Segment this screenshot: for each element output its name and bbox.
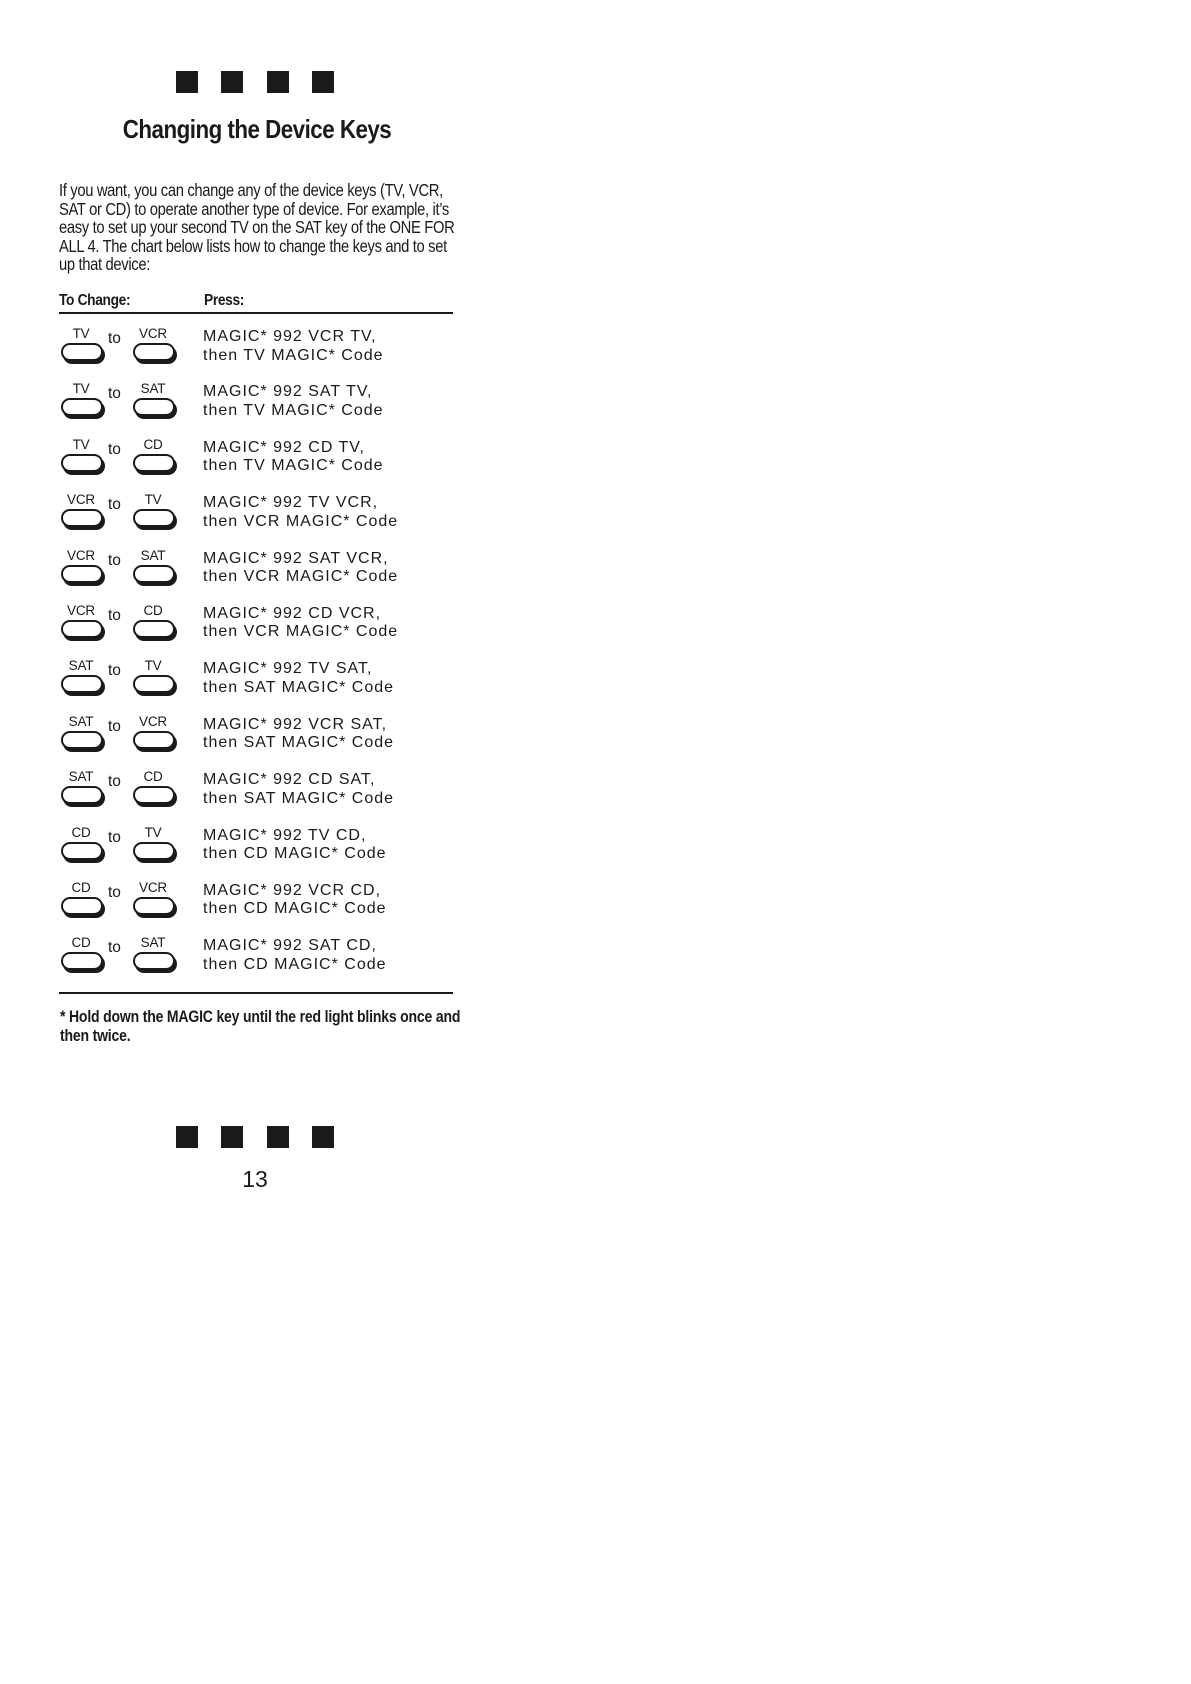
press-instruction xyxy=(203,439,384,476)
from-key-label: CD xyxy=(71,824,91,840)
table-row xyxy=(59,876,459,931)
to-key-label: CD xyxy=(143,436,163,452)
to-connector: to xyxy=(108,828,121,846)
press-instruction xyxy=(203,605,398,642)
from-key xyxy=(59,544,107,590)
press-line-1: MAGIC* 992 CD SAT, xyxy=(203,771,376,789)
from-key-label: TV xyxy=(72,436,90,452)
press-instruction xyxy=(203,882,387,919)
from-key xyxy=(59,377,107,423)
to-connector: to xyxy=(108,773,121,791)
press-line-2: then SAT MAGIC* Code xyxy=(203,678,395,696)
to-key-label: CD xyxy=(143,769,163,785)
device-key-button-icon xyxy=(61,454,103,472)
device-key-button-icon xyxy=(133,398,175,416)
to-key xyxy=(131,821,179,867)
from-key-label: VCR xyxy=(67,547,95,563)
from-key xyxy=(59,599,107,645)
device-key-button-icon xyxy=(61,842,103,860)
square-icon xyxy=(221,1126,243,1148)
press-instruction xyxy=(203,550,398,587)
to-connector: to xyxy=(108,662,121,680)
to-connector: to xyxy=(108,717,121,735)
from-key-label: TV xyxy=(72,326,90,341)
column-header-to-change: To Change: xyxy=(59,292,131,309)
square-icon xyxy=(176,1126,198,1148)
device-key-button-icon xyxy=(61,786,103,804)
press-line-1: MAGIC* 992 SAT TV, xyxy=(203,383,373,401)
from-key-label: TV xyxy=(72,381,90,397)
from-key xyxy=(59,765,107,811)
table-row xyxy=(59,488,459,543)
device-key-button-icon xyxy=(133,675,175,693)
to-key-label: TV xyxy=(144,492,162,508)
device-key-button-icon xyxy=(61,620,103,638)
from-key xyxy=(59,322,107,368)
press-line-1: MAGIC* 992 CD TV, xyxy=(203,438,365,456)
press-instruction xyxy=(203,494,398,531)
square-icon xyxy=(267,1126,289,1148)
press-line-1: MAGIC* 992 VCR TV, xyxy=(203,328,377,345)
to-connector: to xyxy=(108,606,121,624)
press-line-2: then VCR MAGIC* Code xyxy=(203,568,399,586)
to-key-label: TV xyxy=(144,658,162,674)
to-key xyxy=(131,488,179,534)
device-key-button-icon xyxy=(133,842,175,860)
to-key xyxy=(131,544,179,590)
device-key-button-icon xyxy=(61,565,103,583)
from-key xyxy=(59,876,107,922)
table-row xyxy=(59,433,459,488)
device-key-button-icon xyxy=(133,509,175,527)
press-line-1: MAGIC* 992 SAT VCR, xyxy=(203,549,389,567)
press-line-2: then CD MAGIC* Code xyxy=(203,955,387,973)
square-icon xyxy=(176,71,198,93)
press-line-1: MAGIC* 992 TV SAT, xyxy=(203,660,373,678)
from-key-label: CD xyxy=(71,879,91,895)
to-connector: to xyxy=(108,939,121,957)
to-key xyxy=(131,654,179,700)
to-key-label: VCR xyxy=(139,713,167,729)
to-connector: to xyxy=(108,551,121,569)
column-header-press: Press: xyxy=(204,292,245,309)
press-line-1: MAGIC* 992 CD VCR, xyxy=(203,604,382,622)
table-row xyxy=(59,821,459,876)
to-connector: to xyxy=(108,440,121,458)
page-number: 13 xyxy=(242,1166,268,1192)
key-change-table xyxy=(59,322,459,987)
intro-paragraph: If you want, you can change any of the device keys (TV, VCR, SAT or CD) to operate another type of device. For example, it’s easy to set up your second TV on the SAT key of the ONE FOR ALL 4. The chart below lists how to change the keys and to set up that device: xyxy=(59,180,455,274)
press-line-2: then CD MAGIC* Code xyxy=(203,845,387,863)
device-key-button-icon xyxy=(133,565,175,583)
square-icon xyxy=(312,71,334,93)
device-key-button-icon xyxy=(61,398,103,416)
from-key-label: VCR xyxy=(67,602,95,618)
device-key-button-icon xyxy=(133,786,175,804)
from-key xyxy=(59,433,107,479)
device-key-button-icon xyxy=(133,620,175,638)
press-instruction xyxy=(203,937,387,974)
device-key-button-icon xyxy=(133,454,175,472)
to-key xyxy=(131,599,179,645)
to-key-label: TV xyxy=(144,824,162,840)
table-row xyxy=(59,599,459,654)
to-key xyxy=(131,377,179,423)
press-line-2: then TV MAGIC* Code xyxy=(203,401,384,419)
table-top-rule xyxy=(59,312,453,314)
press-line-2: then CD MAGIC* Code xyxy=(203,900,387,918)
from-key-label: SAT xyxy=(68,769,94,785)
footnote: * Hold down the MAGIC key until the red light blinks once and then twice. xyxy=(60,1008,461,1045)
press-instruction xyxy=(203,827,387,864)
to-key xyxy=(131,876,179,922)
table-row xyxy=(59,654,459,709)
press-instruction xyxy=(203,328,384,365)
device-key-button-icon xyxy=(61,731,103,749)
page-title: Changing the Device Keys xyxy=(122,114,392,144)
from-key-label: VCR xyxy=(67,492,95,508)
press-line-2: then SAT MAGIC* Code xyxy=(203,789,395,807)
square-icon xyxy=(267,71,289,93)
from-key xyxy=(59,654,107,700)
from-key-label: CD xyxy=(71,935,91,951)
to-key-label: SAT xyxy=(140,935,166,951)
square-icon xyxy=(312,1126,334,1148)
to-connector: to xyxy=(108,496,121,514)
from-key xyxy=(59,488,107,534)
table-row xyxy=(59,322,459,377)
device-key-button-icon xyxy=(61,509,103,527)
press-line-1: MAGIC* 992 VCR CD, xyxy=(203,881,382,899)
from-key xyxy=(59,821,107,867)
from-key xyxy=(59,931,107,977)
to-key-label: CD xyxy=(143,602,163,618)
press-line-2: then VCR MAGIC* Code xyxy=(203,512,399,530)
to-key xyxy=(131,765,179,811)
to-key xyxy=(131,931,179,977)
to-key-label: VCR xyxy=(139,879,167,895)
table-row xyxy=(59,765,459,820)
press-line-2: then SAT MAGIC* Code xyxy=(203,734,395,752)
device-key-button-icon xyxy=(133,731,175,749)
device-key-button-icon xyxy=(133,952,175,970)
decorative-squares-bottom xyxy=(176,1126,334,1148)
decorative-squares-top xyxy=(176,71,334,93)
press-line-2: then VCR MAGIC* Code xyxy=(203,623,399,641)
to-key-label: VCR xyxy=(139,326,167,341)
press-instruction xyxy=(203,771,394,808)
table-row xyxy=(59,931,459,986)
to-key xyxy=(131,710,179,756)
table-row xyxy=(59,377,459,432)
to-connector: to xyxy=(108,330,121,347)
table-row xyxy=(59,710,459,765)
press-line-2: then TV MAGIC* Code xyxy=(203,457,384,475)
to-connector: to xyxy=(108,883,121,901)
from-key-label: SAT xyxy=(68,713,94,729)
from-key-label: SAT xyxy=(68,658,94,674)
square-icon xyxy=(221,71,243,93)
press-instruction xyxy=(203,716,394,753)
to-connector: to xyxy=(108,385,121,403)
to-key-label: SAT xyxy=(140,547,166,563)
press-line-1: MAGIC* 992 TV VCR, xyxy=(203,494,379,512)
press-line-1: MAGIC* 992 TV CD, xyxy=(203,826,367,844)
device-key-button-icon xyxy=(61,897,103,915)
table-row xyxy=(59,544,459,599)
to-key-label: SAT xyxy=(140,381,166,397)
press-instruction xyxy=(203,660,394,697)
device-key-button-icon xyxy=(133,897,175,915)
table-bottom-rule xyxy=(59,992,453,994)
press-line-2: then TV MAGIC* Code xyxy=(203,346,384,364)
from-key xyxy=(59,710,107,756)
device-key-button-icon xyxy=(133,343,175,361)
press-line-1: MAGIC* 992 SAT CD, xyxy=(203,937,377,955)
to-key xyxy=(131,322,179,368)
device-key-button-icon xyxy=(61,343,103,361)
press-instruction xyxy=(203,383,384,420)
device-key-button-icon xyxy=(61,675,103,693)
device-key-button-icon xyxy=(61,952,103,970)
press-line-1: MAGIC* 992 VCR SAT, xyxy=(203,715,388,733)
to-key xyxy=(131,433,179,479)
